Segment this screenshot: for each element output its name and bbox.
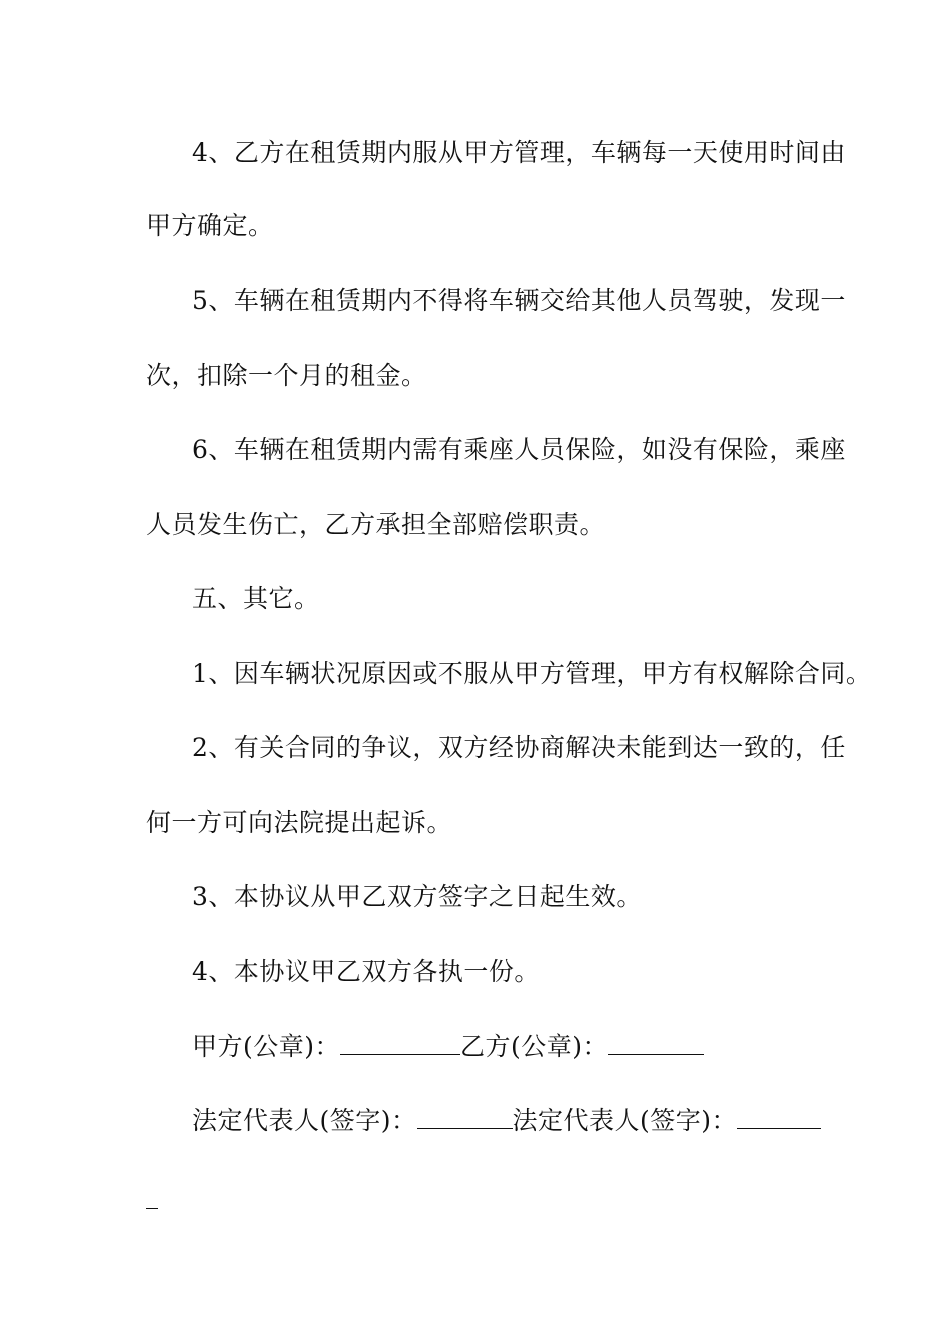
other-clause-1: 1、因车辆状况原因或不服从甲方管理，甲方有权解除合同。	[192, 659, 872, 688]
party-b-seal-blank[interactable]	[608, 1030, 704, 1055]
clause-5-line-2: 次，扣除一个月的租金。	[146, 361, 427, 390]
party-b-rep-blank[interactable]	[737, 1104, 821, 1129]
other-clause-4: 4、本协议甲乙双方各执一份。	[192, 957, 540, 986]
clause-4-line-2: 甲方确定。	[146, 211, 274, 240]
other-clause-2-line-1: 2、有关合同的争议，双方经协商解决未能到达一致的，任	[192, 733, 846, 762]
party-b-rep-label: 法定代表人(签字)：	[512, 1106, 738, 1135]
section-heading-other: 五、其它。	[192, 584, 320, 613]
party-a-rep-label: 法定代表人(签字)：	[192, 1106, 417, 1135]
clause-6-line-2: 人员发生伤亡，乙方承担全部赔偿职责。	[146, 510, 606, 539]
other-clause-3: 3、本协议从甲乙双方签字之日起生效。	[192, 882, 642, 911]
party-b-rep-blank-continuation	[146, 1208, 158, 1209]
seal-line	[192, 1030, 704, 1064]
party-a-rep-blank[interactable]	[417, 1104, 513, 1129]
other-clause-2-line-2: 何一方可向法院提出起诉。	[146, 808, 453, 837]
clause-5-line-1: 5、车辆在租赁期内不得将车辆交给其他人员驾驶，发现一	[192, 286, 846, 315]
clause-4-line-1: 4、乙方在租赁期内服从甲方管理，车辆每一天使用时间由	[192, 138, 846, 167]
party-a-seal-blank[interactable]	[340, 1030, 460, 1055]
party-b-seal-label: 乙方(公章)：	[460, 1032, 609, 1061]
clause-6-line-1: 6、车辆在租赁期内需有乘座人员保险，如没有保险，乘座	[192, 435, 846, 464]
party-a-seal-label: 甲方(公章)：	[192, 1032, 341, 1061]
representative-line	[192, 1104, 821, 1138]
